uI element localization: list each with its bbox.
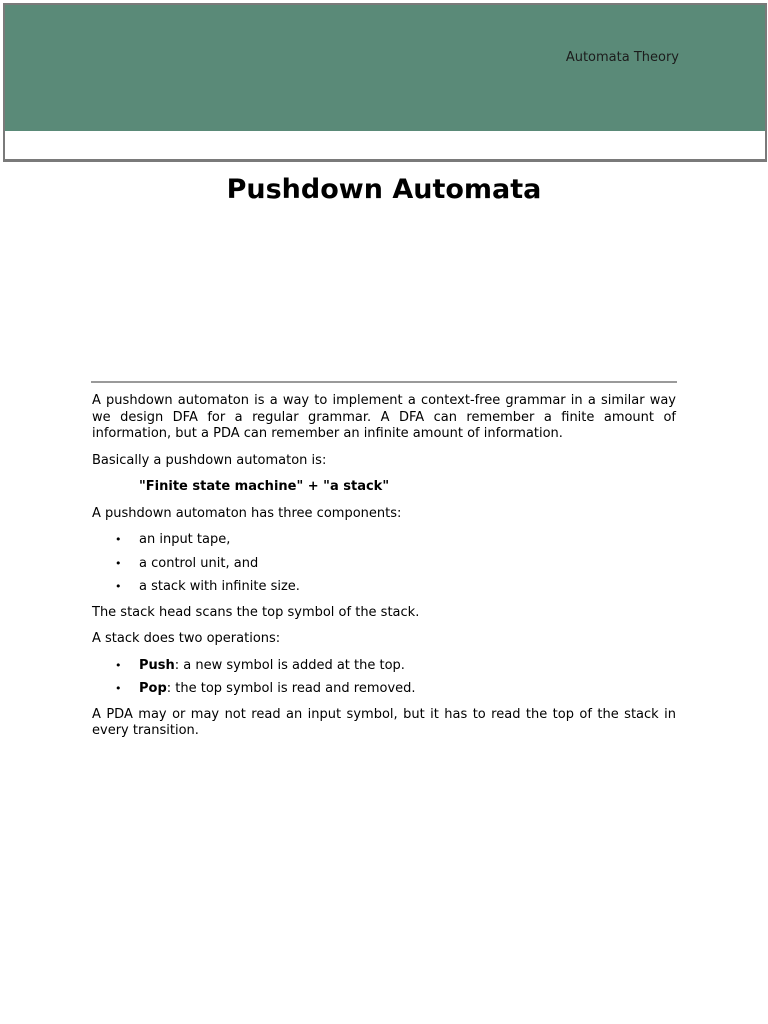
list-item xyxy=(92,579,676,596)
operation-term: Pop xyxy=(139,681,167,696)
header-band xyxy=(5,5,765,131)
header-label: Automata Theory xyxy=(565,50,679,65)
list-item xyxy=(92,532,676,549)
document-body xyxy=(92,393,676,750)
divider xyxy=(91,381,677,383)
operation-desc: : a new symbol is added at the top. xyxy=(174,657,405,673)
formula-text: "Finite state machine" + "a stack" xyxy=(139,479,390,494)
list-item xyxy=(92,681,676,698)
basically-paragraph: Basically a pushdown automaton is: xyxy=(92,452,327,468)
header-box xyxy=(3,3,767,162)
list-item-text: an input tape, xyxy=(139,532,231,547)
list-item-text: a control unit, and xyxy=(139,555,259,571)
closing-paragraph: A PDA may or may not read an input symbol, but it has to read the top of the stack in every transition. xyxy=(92,706,676,738)
bullet-icon: • xyxy=(115,658,122,672)
bullet-icon: • xyxy=(115,556,122,570)
bullet-icon: • xyxy=(115,580,122,593)
bullet-icon: • xyxy=(115,533,122,546)
components-list xyxy=(92,532,676,596)
page-title: Pushdown Automata xyxy=(226,174,542,205)
intro-paragraph: A pushdown automaton is a way to implement a context-free grammar in a similar way we design DFA for a regular grammar. A DFA can remember a finite amount of information, but a PDA can remember an infinite amount of information. xyxy=(92,393,676,441)
operation-term: Push xyxy=(139,657,175,673)
components-intro: A pushdown automaton has three components: xyxy=(92,505,402,521)
operation-desc: : the top symbol is read and removed. xyxy=(166,681,416,696)
list-item-text: a stack with infinite size. xyxy=(139,579,300,594)
bullet-icon: • xyxy=(115,682,122,695)
list-item xyxy=(92,556,676,573)
operations-list xyxy=(92,658,676,698)
operations-intro: A stack does two operations: xyxy=(92,631,281,646)
stack-head-paragraph: The stack head scans the top symbol of the stack. xyxy=(92,604,420,620)
list-item xyxy=(92,658,676,675)
